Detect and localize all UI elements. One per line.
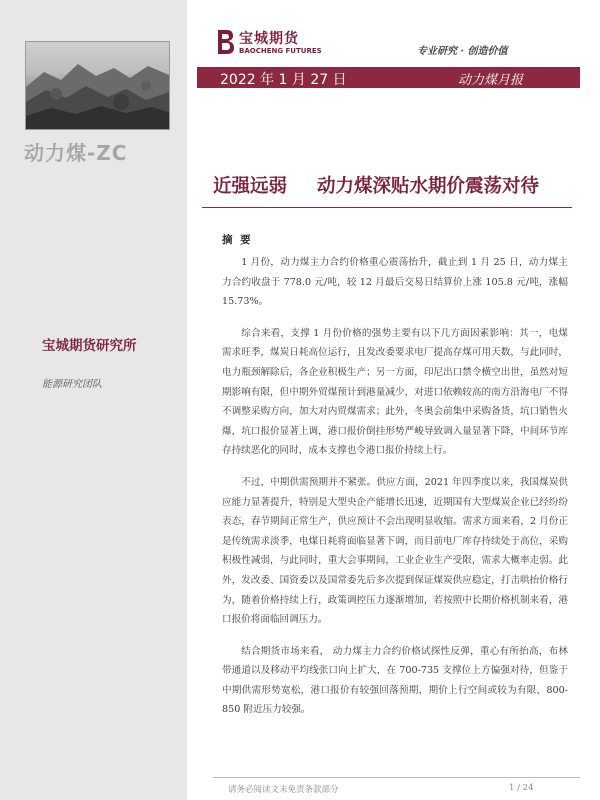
brand-slogan: 专业研究 · 创造价值: [417, 46, 508, 57]
abstract-paragraph: 1 月份，动力煤主力合约价格重心震荡抬升，截止到 1 月 25 日，动力煤主力合约收盘于 778.0 元/吨，较 12 月最后交易日结算价上涨 105.8 元/吨，涨幅 15.73%。: [222, 257, 568, 308]
abstract-label: 摘 要: [222, 234, 253, 246]
page-number: 1 / 24: [509, 783, 534, 793]
baocheng-logo-icon: [215, 28, 235, 56]
abstract-paragraph: 综合来看，支撑 1 月份价格的强势主要有以下几方面因素影响：其一，电煤需求旺季，煤炭日耗高位运行，且发改委要求电厂提高存煤可用天数，与此同时，电力瓶颈解除后，各企业积极生产；另一方面，印尼出口禁令横空出世，虽然对短期影响有限，但中期外贸煤预计到港量减少，对进口依赖较高的南方沿海电厂不得不调整采购方向，加大对内贸煤需求；此外，冬奥会前集中采购备货，坑口销售火爆，坑口报价显著上调，港口报价倒挂形势严峻导致调入量显著下降，中间环节库存持续恶化的同时，成本支撑也令港口报价持续上行。: [222, 327, 568, 457]
coal-pile-image: [26, 42, 169, 129]
report-date: 2022 年 1 月 27 日: [220, 72, 347, 88]
brand-logo: [215, 28, 325, 58]
left-sidebar: [0, 0, 187, 800]
brand-name-cn: 宝城期货: [239, 31, 299, 47]
abstract-paragraph: 结合期货市场来看， 动力煤主力合约价格试探性反弹，重心有所抬高，布林带通道以及移动平均线张口向上扩大，在 700-735 支撑位上方偏强对待，但鉴于中期供需形势宽松，港口报价有较强回落预期，期价上行空间或较为有限，800-850 附近压力较强。: [222, 645, 568, 716]
abstract-paragraph: 不过，中期供需预期并不紧张。供应方面，2021 年四季度以来，我国煤炭供应能力显著提升，特别是大型央企产能增长迅速，近期国有大型煤炭企业已经纷纷表态，春节期间正常生产，供应预计不会出现明显收缩。需求方面来看，2 月份正是传统需求淡季，电煤日耗将面临显著下调，而目前电厂库存持续处于高位，采购积极性减弱，与此同时，重大会事期间，工业企业生产受限，需求大概率走弱。此外，发改委、国资委以及国常委先后多次提到保证煤炭供应稳定，打击哄抬价格行为，随着价格持续上行，政策调控压力逐渐增加，若按照中长期价格机制来看，港口报价将面临回调压力。: [222, 476, 568, 626]
footer-divider: [213, 777, 580, 778]
abstract-body: [222, 253, 568, 732]
research-team: 能源研究团队: [42, 379, 102, 390]
report-headline: [213, 172, 539, 198]
product-title: 动力煤-ZC: [24, 141, 128, 165]
report-type: 动力煤月报: [457, 73, 523, 88]
title-divider: [202, 207, 572, 208]
cover-photo: [25, 41, 170, 130]
headline-part-1: 近强远弱: [213, 176, 288, 197]
footer-disclaimer: 请务必阅读文末免责条款部分: [228, 785, 339, 795]
research-institute: 宝城期货研究所: [42, 338, 137, 354]
headline-part-2: 动力煤深贴水期价震荡对待: [317, 176, 540, 197]
report-date-bar: [197, 67, 580, 88]
brand-name-en: BAOCHENG FUTURES: [239, 47, 322, 55]
